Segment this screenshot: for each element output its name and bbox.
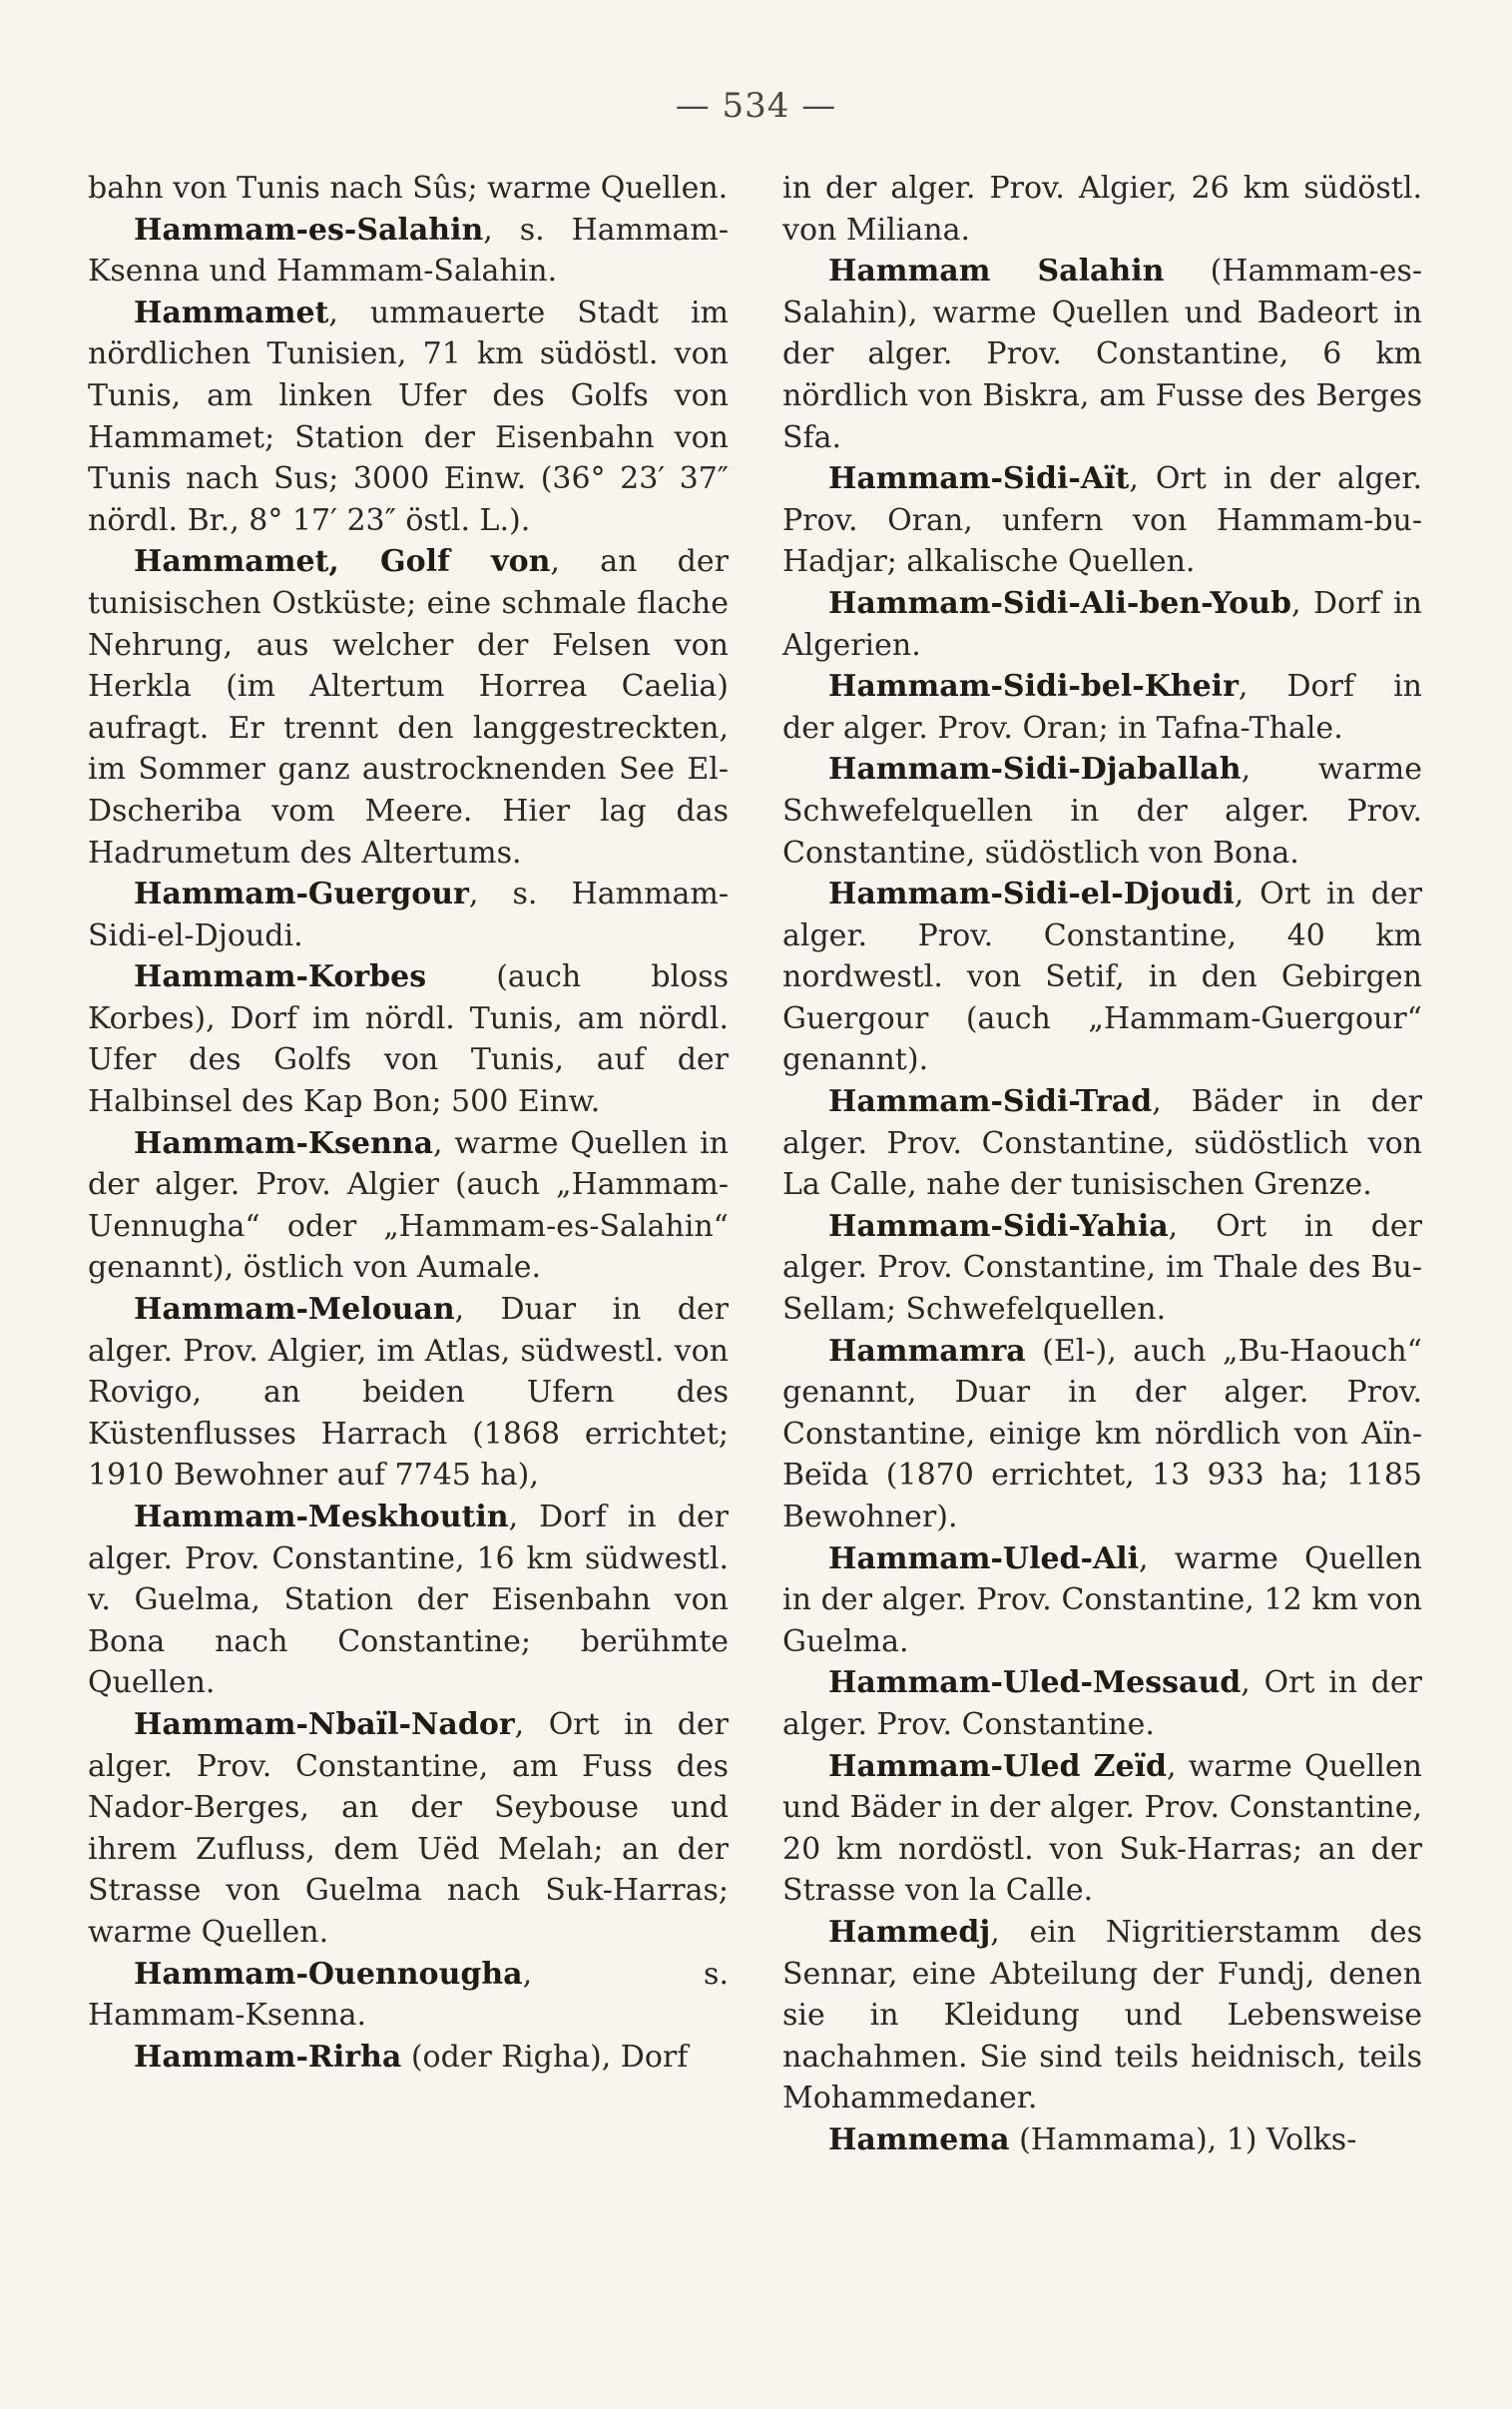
entry-headword: Hammam-Sidi-Trad [828,1084,1153,1120]
entry-text: , warme Schwefelquellen in der alger. Prov. Constantine, südöstlich von Bona. [782,752,1422,871]
dictionary-entry [782,1206,1422,1331]
entry-headword: Hammamra [828,1333,1026,1369]
entry-headword: Hammam-Melouan [134,1292,455,1328]
dictionary-entry [88,956,729,1122]
dictionary-entry [782,458,1422,583]
dictionary-entry [88,210,729,293]
entry-text: , Ort in der alger. Prov. Constantine, 40 km nordwestl. von Setif, in den Gebirgen Guergour (auch „Hammam-Guergour“ genannt). [782,877,1422,1078]
dictionary-entry [88,1497,729,1704]
entry-text: , s. Hammam-Ksenna und Hammam-Salahin. [88,212,729,290]
entry-text: , Duar in der alger. Prov. Algier, im Atlas, südwestl. von Rovigo, an beiden Ufern des Küstenflusses Harrach (1868 errichtet; 1910 Bewohner auf 7745 ha), [88,1292,729,1494]
entry-headword: Hammam-Sidi-Yahia [828,1208,1169,1244]
dictionary-entry [782,251,1422,458]
dictionary-entry [88,2037,729,2079]
entry-headword: Hammam-Ksenna [134,1125,434,1161]
entry-text: , ummauerte Stadt im nördlichen Tunisien, 71 km südöstl. von Tunis, am linken Ufer des Golfs von Hammamet; Station der Eisenbahn von Tunis nach Sus; 3000 Einw. (36° 23′ 37″ nördl. Br., 8° 17′ 23″ östl. L.). [88,295,729,538]
dictionary-entry [782,1331,1422,1538]
entry-text: , Ort in der alger. Prov. Oran, unfern von Hammam-bu-Hadjar; alkalische Quellen. [782,461,1422,580]
entry-headword: Hammam-Sidi-el-Djoudi [828,877,1235,912]
dictionary-entry [88,1954,729,2037]
entry-text: (auch bloss Korbes), Dorf im nördl. Tunis, am nördl. Ufer des Golfs von Tunis, auf der Halbinsel des Kap Bon; 500 Einw. [88,959,729,1120]
entry-text: , Ort in der alger. Prov. Constantine, am Fuss des Nador-Berges, an der Seybouse und ihrem Zufluss, dem Uëd Melah; an der Strasse von Guelma nach Suk-Harras; warme Quellen. [88,1706,729,1950]
page-number: — 534 — [675,86,837,126]
left-column [88,168,729,2078]
entry-text: , ein Nigritierstamm des Sennar, eine Abteilung der Fundj, denen sie in Kleidung und Lebensweise nachahmen. Sie sind teils heidnisch, teils Mohammedaner. [782,1914,1422,2116]
dictionary-entry [782,1746,1422,1912]
entry-text: , s. Hammam-Ksenna. [88,1956,729,2034]
entry-text: , Ort in der alger. Prov. Constantine, im Thale des Bu-Sellam; Schwefelquellen. [782,1208,1422,1328]
entry-headword: Hammam-Uled-Ali [828,1540,1140,1576]
entry-text: (Hammam-es-Salahin), warme Quellen und Badeort in der alger. Prov. Constantine, 6 km nördlich von Biskra, am Fusse des Berges Sfa. [782,254,1422,455]
dictionary-entry [782,666,1422,749]
entry-text: , Ort in der alger. Prov. Constantine. [782,1665,1422,1742]
entry-continuation [88,168,729,210]
entry-headword: Hammam-Sidi-bel-Kheir [828,669,1239,705]
dictionary-entry [782,749,1422,874]
dictionary-entry [782,583,1422,666]
dictionary-entry [782,1081,1422,1206]
entry-text: , Dorf in der alger. Prov. Oran; in Tafna-Thale. [782,669,1422,746]
entry-text: (oder Righa), Dorf [401,2039,689,2075]
dictionary-entry [782,874,1422,1081]
entry-headword: Hammam-Sidi-Ali-ben-Youb [828,585,1291,621]
dictionary-entry [88,1289,729,1497]
entry-text: , Bäder in der alger. Prov. Constantine, südöstlich von La Calle, nahe der tunisischen Grenze. [782,1084,1422,1203]
entry-headword: Hammam-es-Salahin [134,212,484,248]
entry-headword: Hammam-Meskhoutin [134,1500,509,1534]
entry-headword: Hammam-Rirha [134,2039,402,2075]
dictionary-entry [782,2119,1422,2161]
entry-text: , warme Quellen und Bäder in der alger. Prov. Constantine, 20 km nordöstl. von Suk-Harras; an der Strasse von la Calle. [782,1748,1422,1909]
dictionary-entry [88,541,729,874]
entry-headword: Hammema [828,2121,1010,2157]
dictionary-entry [782,1912,1422,2119]
entry-text: , Dorf in der alger. Prov. Constantine, 16 km südwestl. v. Guelma, Station der Eisenbahn von Bona nach Constantine; berühmte Quellen. [88,1500,729,1701]
entry-headword: Hammam-Uled Zeïd [828,1748,1167,1784]
entry-headword: Hammam Salahin [828,254,1165,290]
dictionary-entry [782,1538,1422,1663]
dictionary-entry [88,1123,729,1289]
dictionary-entry [88,1704,729,1954]
entry-headword: Hammam-Korbes [134,959,427,995]
entry-headword: Hammam-Ouennougha [134,1956,523,1992]
entry-text: , Dorf in Algerien. [782,585,1422,663]
entry-headword: Hammam-Sidi-Djaballah [828,752,1242,788]
entry-headword: Hammam-Nbaïl-Nador [134,1706,515,1742]
entry-text: (Hammama), 1) Volks- [1009,2121,1357,2157]
entry-headword: Hammam-Sidi-Aït [828,461,1130,497]
dictionary-entry [88,293,729,542]
entry-continuation [782,168,1422,251]
entry-headword: Hammedj [828,1914,991,1950]
entry-text: , s. Hammam-Sidi-el-Djoudi. [88,877,729,953]
entry-text: , warme Quellen in der alger. Prov. Constantine, 12 km von Guelma. [782,1540,1422,1659]
entry-text: bahn von Tunis nach Sûs; warme Quellen. [88,171,729,206]
entry-headword: Hammam-Guergour [134,877,469,912]
entry-headword: Hammamet [134,295,329,330]
entry-text: , an der tunisischen Ostküste; eine schmale flache Nehrung, aus welcher der Felsen von Herkla (im Altertum Horrea Caelia) aufragt. Er trennt den langgestreckten, im Sommer ganz austrocknenden See El-Dscheriba vom Meere. Hier lag das Hadrumetum des Altertums. [88,544,729,871]
dictionary-entry [782,1662,1422,1745]
entry-headword: Hammamet, Golf von [134,544,551,580]
dictionary-entry [88,874,729,956]
entry-headword: Hammam-Uled-Messaud [828,1665,1242,1701]
entry-text: (El-), auch „Bu-Haouch“ genannt, Duar in der alger. Prov. Constantine, einige km nördlich von Aïn-Beïda (1870 errichtet, 13 933 ha; 1185 Bewohner). [782,1333,1422,1534]
entry-text: in der alger. Prov. Algier, 26 km südöstl. von Miliana. [782,171,1422,248]
entry-text: , warme Quellen in der alger. Prov. Algier (auch „Hammam-Uennugha“ oder „Hammam-es-Salahin“ genannt), östlich von Aumale. [88,1125,729,1286]
right-column [782,168,1422,2161]
